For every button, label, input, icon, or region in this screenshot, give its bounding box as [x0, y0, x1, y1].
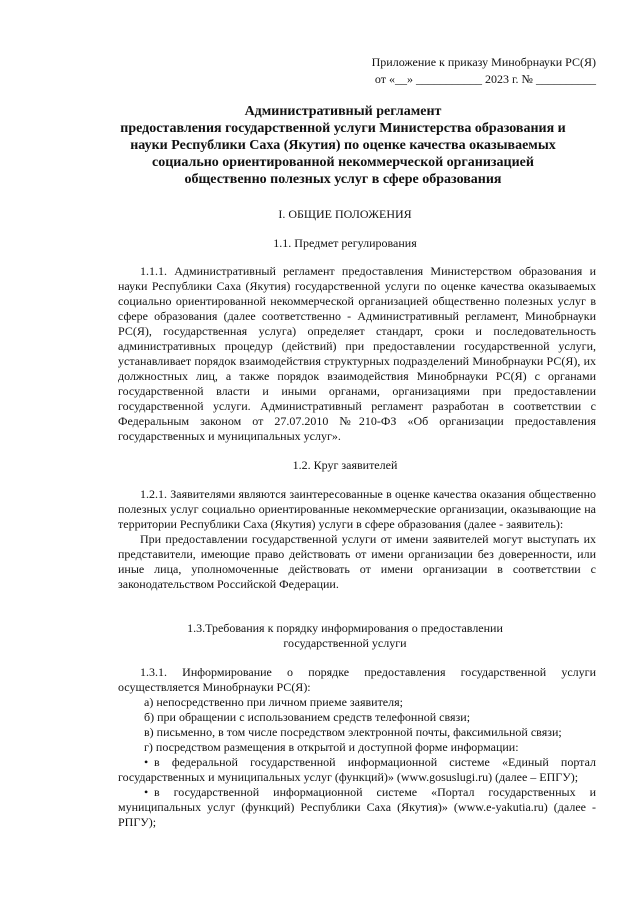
paragraph-1-3-1 — [118, 665, 596, 695]
list-item: а) непосредственно при личном приеме заявителя; — [144, 695, 403, 709]
subsection-heading-1-3-line2: государственной услуги — [283, 636, 407, 650]
subsection-heading-1-2: 1.2. Круг заявителей — [292, 458, 398, 472]
paragraph-text: 1.2.1. Заявителями являются заинтересованные в оценке качества оказания общественно полезных услуг социально ориентированные некоммерческие организации, оказывающие на территории Республики Саха (Якутия) услуги в сфере образования (далее - заявитель): — [118, 487, 596, 531]
bullet-item — [118, 785, 596, 830]
title-line: предоставления государственной услуги Министерства образования и — [120, 121, 566, 136]
document-title — [88, 103, 598, 188]
bullet-text: в федеральной государственной информационной системе «Единый портал государственных и муниципальных услуг (функций)» (www.gosuslugi.ru) (далее – ЕПГУ); — [118, 755, 596, 784]
paragraph-text: При предоставлении государственной услуги от имени заявителей могут выступать их представители, имеющие право действовать от имени организации без доверенности, или иные лица, уполномоченные действовать от имени организации в соответствии с законодательством Российской Федерации. — [118, 532, 596, 591]
paragraph-text: 1.3.1. Информирование о порядке предоставления государственной услуги осуществляется Минобрнауки РС(Я): — [118, 665, 596, 694]
paragraph-1-2-1 — [118, 487, 596, 592]
bullet-item — [118, 755, 596, 785]
bullet-text: в государственной информационной системе «Портал государственных и муниципальных услуг (функций) Республики Саха (Якутия)» (www.e-yakutia.ru) (далее - РПГУ); — [118, 785, 596, 829]
list-item: г) посредством размещения в открытой и доступной форме информации: — [144, 740, 519, 754]
paragraph-1-1-1 — [118, 264, 596, 444]
appendix-line-1: Приложение к приказу Минобрнауки РС(Я) — [371, 55, 596, 69]
bullet-icon: • — [144, 755, 149, 769]
title-line: социально ориентированной некоммерческой организацией — [152, 155, 534, 170]
paragraph-text: 1.1.1. Административный регламент предоставления Министерством образования и науки Республики Саха (Якутия) государственной услуги по оценке качества оказываемых социально ориентированной некоммерческой организацией общественно полезных услуг в сфере образования (далее соответственно - Административный регламент, Минобрнауки РС(Я), государственная услуга) определяет стандарт, сроки и последовательность административных процедур (действий) при предоставлении государственной услуги, устанавливает порядок взаимодействия структурных подразделений Минобрнауки РС(Я), их должностных лиц, а также порядок взаимодействия Минобрнауки РС(Я) с органами государственной власти и иными органами, организациями при предоставлении государственной услуги. Административный регламент разработан в соответствии с Федеральным законом от 27.07.2010 №210-ФЗ «Об организации предоставления государственных и муниципальных услуг». — [118, 264, 596, 443]
title-line: Административный регламент — [244, 104, 442, 119]
info-methods-list — [118, 695, 596, 830]
subsection-heading-1-3-line1: 1.3.Требования к порядку информирования о предоставлении — [187, 621, 503, 635]
title-line: общественно полезных услуг в сфере образования — [184, 172, 502, 187]
list-item: в) письменно, в том числе посредством электронной почты, факсимильной связи; — [144, 725, 562, 739]
section-heading: I. ОБЩИЕ ПОЛОЖЕНИЯ — [278, 207, 412, 221]
appendix-line-2: от «__» ___________ 2023 г. № __________ — [374, 72, 596, 86]
subsection-heading-1-1: 1.1. Предмет регулирования — [273, 236, 417, 250]
title-line: науки Республики Саха (Якутия) по оценке качества оказываемых — [130, 138, 556, 153]
list-item: б) при обращении с использованием средств телефонной связи; — [144, 710, 471, 724]
bullet-icon: • — [144, 785, 149, 799]
